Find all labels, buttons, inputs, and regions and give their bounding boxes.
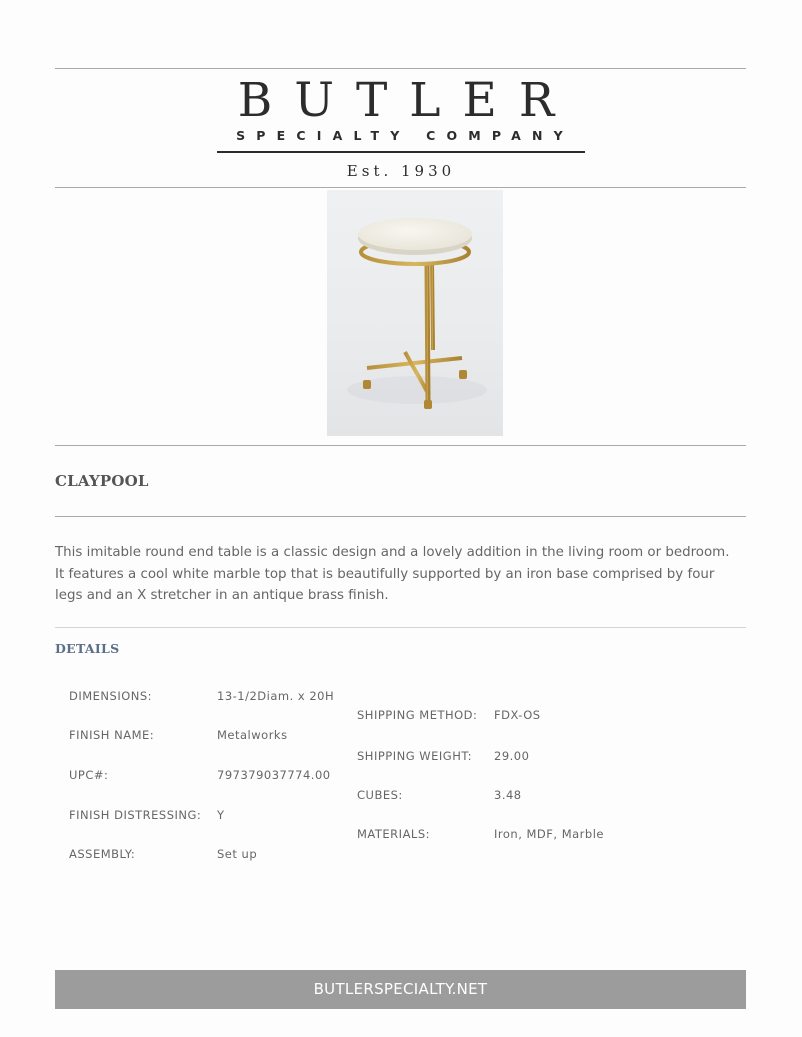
title-bottom-rule <box>55 516 746 517</box>
spec-label: CUBES: <box>357 788 403 802</box>
product-title: CLAYPOOL <box>55 472 149 490</box>
spec-label: MATERIALS: <box>357 827 431 841</box>
product-photo <box>327 190 503 436</box>
details-top-rule <box>55 627 746 628</box>
logo-wordmark: BUTLER <box>237 73 577 128</box>
header-bottom-rule <box>55 187 746 188</box>
spec-value: 797379037774.00 <box>217 768 331 782</box>
spec-value: 13-1/2Diam. x 20H <box>217 689 335 703</box>
spec-value: 29.00 <box>494 749 530 763</box>
logo-tagline: SPECIALTY COMPANY <box>236 128 574 143</box>
details-heading: DETAILS <box>55 641 120 656</box>
spec-value: Metalworks <box>217 728 288 742</box>
spec-label: SHIPPING WEIGHT: <box>357 749 472 763</box>
logo-established: Est. 1930 <box>346 162 456 180</box>
spec-value: Y <box>217 808 225 822</box>
footer-website-link[interactable]: BUTLERSPECIALTY.NET <box>313 980 488 998</box>
product-description: This imitable round end table is a classic design and a lovely addition in the living room or bedroom. It features a cool white marble top that is beautifully supported by an iron base comprised by four legs and an X stretcher in an antique brass finish. <box>55 545 730 603</box>
spec-label: DIMENSIONS: <box>69 689 153 703</box>
top-rule <box>55 68 746 69</box>
spec-value: 3.48 <box>494 788 522 802</box>
spec-label: FINISH DISTRESSING: <box>69 808 202 822</box>
spec-label: SHIPPING METHOD: <box>357 708 478 722</box>
spec-value: Set up <box>217 847 258 861</box>
footer-website-bar <box>55 970 746 1009</box>
spec-label: UPC#: <box>69 768 109 782</box>
spec-label: FINISH NAME: <box>69 728 155 742</box>
end-table-illustration <box>327 190 503 436</box>
spec-label: ASSEMBLY: <box>69 847 136 861</box>
logo-underline <box>217 151 585 153</box>
spec-value: Iron, MDF, Marble <box>494 827 604 841</box>
photo-bottom-rule <box>55 445 746 446</box>
spec-value: FDX-OS <box>494 708 541 722</box>
butler-logo <box>217 73 585 186</box>
